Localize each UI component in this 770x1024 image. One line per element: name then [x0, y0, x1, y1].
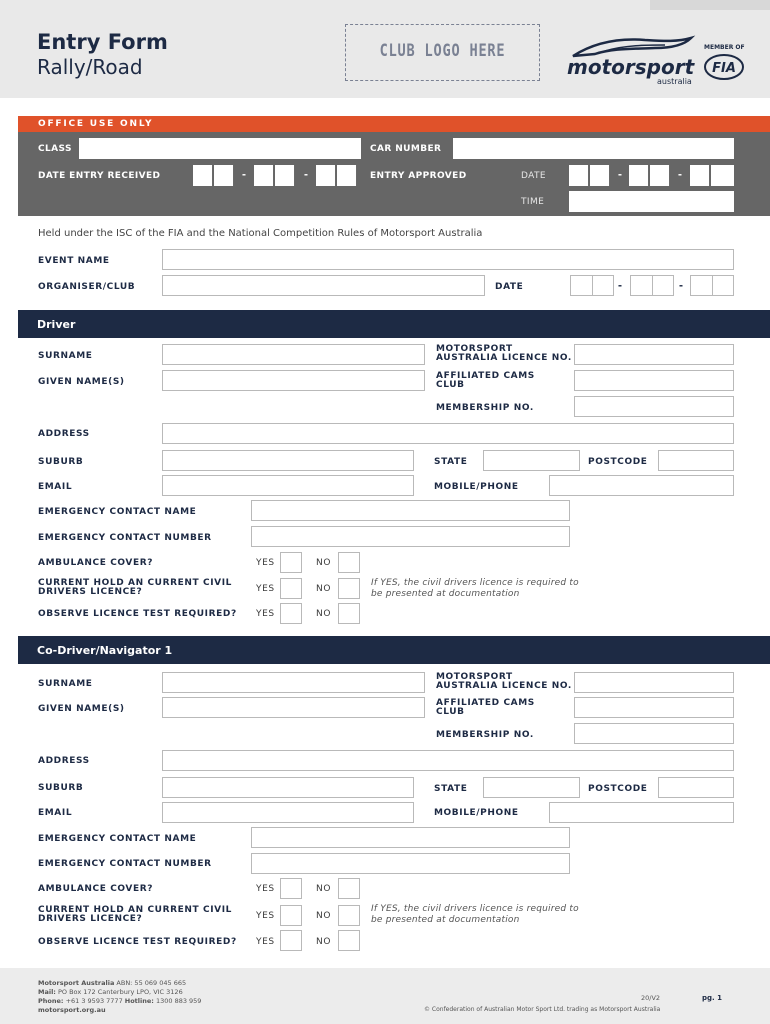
office-use-title-bar	[18, 116, 770, 132]
class-label: CLASS	[38, 144, 72, 154]
date-received-day-2[interactable]	[214, 165, 234, 186]
driver-affiliated-label-2: CLUB	[436, 380, 465, 390]
driver-address-field[interactable]	[162, 423, 734, 444]
date-dash: -	[304, 167, 308, 181]
driver-state-field[interactable]	[483, 450, 580, 471]
codriver-civil-label-1: CURRENT HOLD AN CURRENT CIVIL	[38, 905, 233, 915]
date-dash: -	[679, 278, 683, 292]
footer-mail-line	[38, 988, 183, 996]
footer-phone-line	[38, 997, 201, 1005]
codriver-observe-yes-checkbox[interactable]	[280, 930, 302, 951]
footer-website[interactable]: motorsport.org.au	[38, 1006, 106, 1014]
driver-civil-no-checkbox[interactable]	[338, 578, 360, 599]
yes-label: YES	[256, 609, 275, 619]
codriver-surname-label: SURNAME	[38, 679, 93, 689]
driver-licence-label-1: MOTORSPORT	[436, 344, 513, 354]
codriver-ambulance-label: AMBULANCE COVER?	[38, 884, 154, 894]
codriver-state-field[interactable]	[483, 777, 580, 798]
codriver-civil-label-2: DRIVERS LICENCE?	[38, 914, 143, 924]
codriver-emergency-name-field[interactable]	[251, 827, 570, 848]
header-corner	[650, 0, 770, 10]
driver-civil-label-1: CURRENT HOLD AN CURRENT CIVIL	[38, 578, 233, 588]
motorsport-australia-logo	[565, 34, 705, 86]
codriver-suburb-label: SUBURB	[38, 783, 84, 793]
car-number-label: CAR NUMBER	[370, 144, 442, 154]
driver-suburb-field[interactable]	[162, 450, 414, 471]
driver-emergency-number-field[interactable]	[251, 526, 570, 547]
entry-approved-label: ENTRY APPROVED	[370, 171, 467, 181]
codriver-emergency-name-label: EMERGENCY CONTACT NAME	[38, 834, 197, 844]
event-name-label: EVENT NAME	[38, 256, 110, 266]
driver-ambulance-no-checkbox[interactable]	[338, 552, 360, 573]
codriver-affiliated-label-2: CLUB	[436, 707, 465, 717]
codriver-observe-no-checkbox[interactable]	[338, 930, 360, 951]
logo-motorsport-text: motorsport	[567, 55, 695, 79]
no-label: NO	[316, 911, 332, 921]
driver-mobile-label: MOBILE/PHONE	[434, 482, 519, 492]
driver-civil-note-1: If YES, the civil drivers licence is required to	[371, 578, 579, 588]
driver-observe-label: OBSERVE LICENCE TEST REQUIRED?	[38, 609, 237, 619]
yes-label: YES	[256, 911, 275, 921]
codriver-address-label: ADDRESS	[38, 756, 90, 766]
date-received-label: DATE ENTRY RECEIVED	[38, 171, 161, 181]
approved-time-label: TIME	[521, 197, 545, 207]
approved-date-day-1[interactable]	[569, 165, 589, 186]
driver-suburb-label: SUBURB	[38, 457, 84, 467]
approved-date-year-1[interactable]	[690, 165, 710, 186]
codriver-licence-field[interactable]	[574, 672, 734, 693]
event-date-label: DATE	[495, 282, 524, 292]
form-subtitle: Rally/Road	[37, 55, 143, 79]
no-label: NO	[316, 609, 332, 619]
driver-postcode-label: POSTCODE	[588, 457, 648, 467]
driver-mobile-field[interactable]	[549, 475, 734, 496]
driver-licence-label-2: AUSTRALIA LICENCE NO.	[436, 353, 572, 363]
event-date-year[interactable]	[690, 275, 734, 296]
codriver-civil-note-2: be presented at documentation	[371, 915, 520, 925]
footer-abn: ABN: 55 069 045 665	[114, 979, 187, 987]
event-date-day[interactable]	[570, 275, 614, 296]
codriver-address-field[interactable]	[162, 750, 734, 771]
member-of-label: MEMBER OF	[704, 44, 745, 51]
car-number-field[interactable]	[453, 138, 734, 159]
office-use-title: OFFICE USE ONLY	[38, 119, 154, 129]
codriver-state-label: STATE	[434, 784, 468, 794]
codriver-emergency-number-label: EMERGENCY CONTACT NUMBER	[38, 859, 212, 869]
footer-phone: +61 3 9593 7777	[63, 997, 125, 1005]
fia-text: FIA	[712, 61, 736, 76]
logo-swoosh	[573, 38, 691, 56]
codriver-membership-label: MEMBERSHIP NO.	[436, 730, 534, 740]
event-date-month[interactable]	[630, 275, 674, 296]
footer-org-name: Motorsport Australia	[38, 979, 115, 987]
codriver-ambulance-yes-checkbox[interactable]	[280, 878, 302, 899]
driver-civil-yes-checkbox[interactable]	[280, 578, 302, 599]
footer-page-number: pg. 1	[702, 994, 722, 1002]
driver-given-names-label: GIVEN NAME(S)	[38, 377, 125, 387]
fia-logo	[704, 54, 744, 80]
codriver-section-header: Co-Driver/Navigator 1	[18, 636, 770, 664]
driver-membership-field[interactable]	[574, 396, 734, 417]
codriver-surname-field[interactable]	[162, 672, 425, 693]
codriver-given-names-label: GIVEN NAME(S)	[38, 704, 125, 714]
approved-date-month-2[interactable]	[650, 165, 670, 186]
codriver-mobile-field[interactable]	[549, 802, 734, 823]
footer-version: 20/V2	[641, 994, 661, 1002]
driver-observe-no-checkbox[interactable]	[338, 603, 360, 624]
driver-membership-label: MEMBERSHIP NO.	[436, 403, 534, 413]
logo-australia-text: australia	[657, 77, 692, 86]
footer-copyright: © Confederation of Australian Motor Sport Ltd. trading as Motorsport Australia	[424, 1006, 661, 1013]
yes-label: YES	[256, 937, 275, 947]
codriver-membership-field[interactable]	[574, 723, 734, 744]
date-dash: -	[618, 167, 622, 181]
yes-label: YES	[256, 884, 275, 894]
driver-postcode-field[interactable]	[658, 450, 734, 471]
codriver-ambulance-no-checkbox[interactable]	[338, 878, 360, 899]
codriver-affiliated-label-1: AFFILIATED CAMS	[436, 698, 535, 708]
codriver-emergency-number-field[interactable]	[251, 853, 570, 874]
driver-affiliated-field[interactable]	[574, 370, 734, 391]
codriver-mobile-label: MOBILE/PHONE	[434, 808, 519, 818]
approved-time-field[interactable]	[569, 191, 734, 212]
codriver-email-field[interactable]	[162, 802, 414, 823]
held-under-text: Held under the ISC of the FIA and the National Competition Rules of Motorsport Australia	[38, 228, 483, 239]
footer-hotline: 1300 883 959	[153, 997, 202, 1005]
class-field[interactable]	[79, 138, 361, 159]
codriver-suburb-field[interactable]	[162, 777, 414, 798]
driver-ambulance-yes-checkbox[interactable]	[280, 552, 302, 573]
organiser-field[interactable]	[162, 275, 485, 296]
footer-org-line	[38, 979, 186, 987]
driver-observe-yes-checkbox[interactable]	[280, 603, 302, 624]
driver-licence-field[interactable]	[574, 344, 734, 365]
date-dash: -	[618, 278, 622, 292]
form-title: Entry Form	[37, 30, 168, 54]
codriver-email-label: EMAIL	[38, 808, 73, 818]
driver-email-label: EMAIL	[38, 482, 73, 492]
footer-mail: PO Box 172 Canterbury LPO, VIC 3126	[55, 988, 183, 996]
codriver-civil-no-checkbox[interactable]	[338, 905, 360, 926]
no-label: NO	[316, 884, 332, 894]
approved-date-day-2[interactable]	[590, 165, 610, 186]
date-received-day-1[interactable]	[193, 165, 213, 186]
footer-hotline-label: Hotline:	[124, 997, 154, 1005]
codriver-observe-label: OBSERVE LICENCE TEST REQUIRED?	[38, 937, 237, 947]
codriver-postcode-field[interactable]	[658, 777, 734, 798]
date-received-month-1[interactable]	[254, 165, 274, 186]
date-received-year-2[interactable]	[337, 165, 357, 186]
event-name-field[interactable]	[162, 249, 734, 270]
yes-label: YES	[256, 584, 275, 594]
approved-date-month-1[interactable]	[629, 165, 649, 186]
no-label: NO	[316, 584, 332, 594]
codriver-affiliated-field[interactable]	[574, 697, 734, 718]
codriver-civil-yes-checkbox[interactable]	[280, 905, 302, 926]
driver-email-field[interactable]	[162, 475, 414, 496]
driver-civil-note-2: be presented at documentation	[371, 589, 520, 599]
codriver-civil-note-1: If YES, the civil drivers licence is required to	[371, 904, 579, 914]
driver-emergency-number-label: EMERGENCY CONTACT NUMBER	[38, 533, 212, 543]
approved-date-year-2[interactable]	[711, 165, 734, 186]
date-received-month-2[interactable]	[275, 165, 295, 186]
driver-state-label: STATE	[434, 457, 468, 467]
date-dash: -	[678, 167, 682, 181]
organiser-label: ORGANISER/CLUB	[38, 282, 136, 292]
codriver-licence-label-2: AUSTRALIA LICENCE NO.	[436, 681, 572, 691]
driver-emergency-name-field[interactable]	[251, 500, 570, 521]
driver-ambulance-label: AMBULANCE COVER?	[38, 558, 154, 568]
driver-surname-field[interactable]	[162, 344, 425, 365]
no-label: NO	[316, 937, 332, 947]
codriver-postcode-label: POSTCODE	[588, 784, 648, 794]
driver-emergency-name-label: EMERGENCY CONTACT NAME	[38, 507, 197, 517]
approved-date-label: DATE	[521, 171, 547, 181]
driver-surname-label: SURNAME	[38, 351, 93, 361]
driver-section-header: Driver	[18, 310, 770, 338]
driver-address-label: ADDRESS	[38, 429, 90, 439]
date-received-year-1[interactable]	[316, 165, 336, 186]
codriver-given-names-field[interactable]	[162, 697, 425, 718]
driver-civil-label-2: DRIVERS LICENCE?	[38, 587, 143, 597]
driver-given-names-field[interactable]	[162, 370, 425, 391]
no-label: NO	[316, 558, 332, 568]
driver-affiliated-label-1: AFFILIATED CAMS	[436, 371, 535, 381]
date-dash: -	[242, 167, 246, 181]
codriver-licence-label-1: MOTORSPORT	[436, 672, 513, 682]
footer-phone-label: Phone:	[38, 997, 64, 1005]
club-logo-text: CLUB LOGO HERE	[379, 41, 506, 61]
yes-label: YES	[256, 558, 275, 568]
footer-mail-label: Mail:	[38, 988, 56, 996]
